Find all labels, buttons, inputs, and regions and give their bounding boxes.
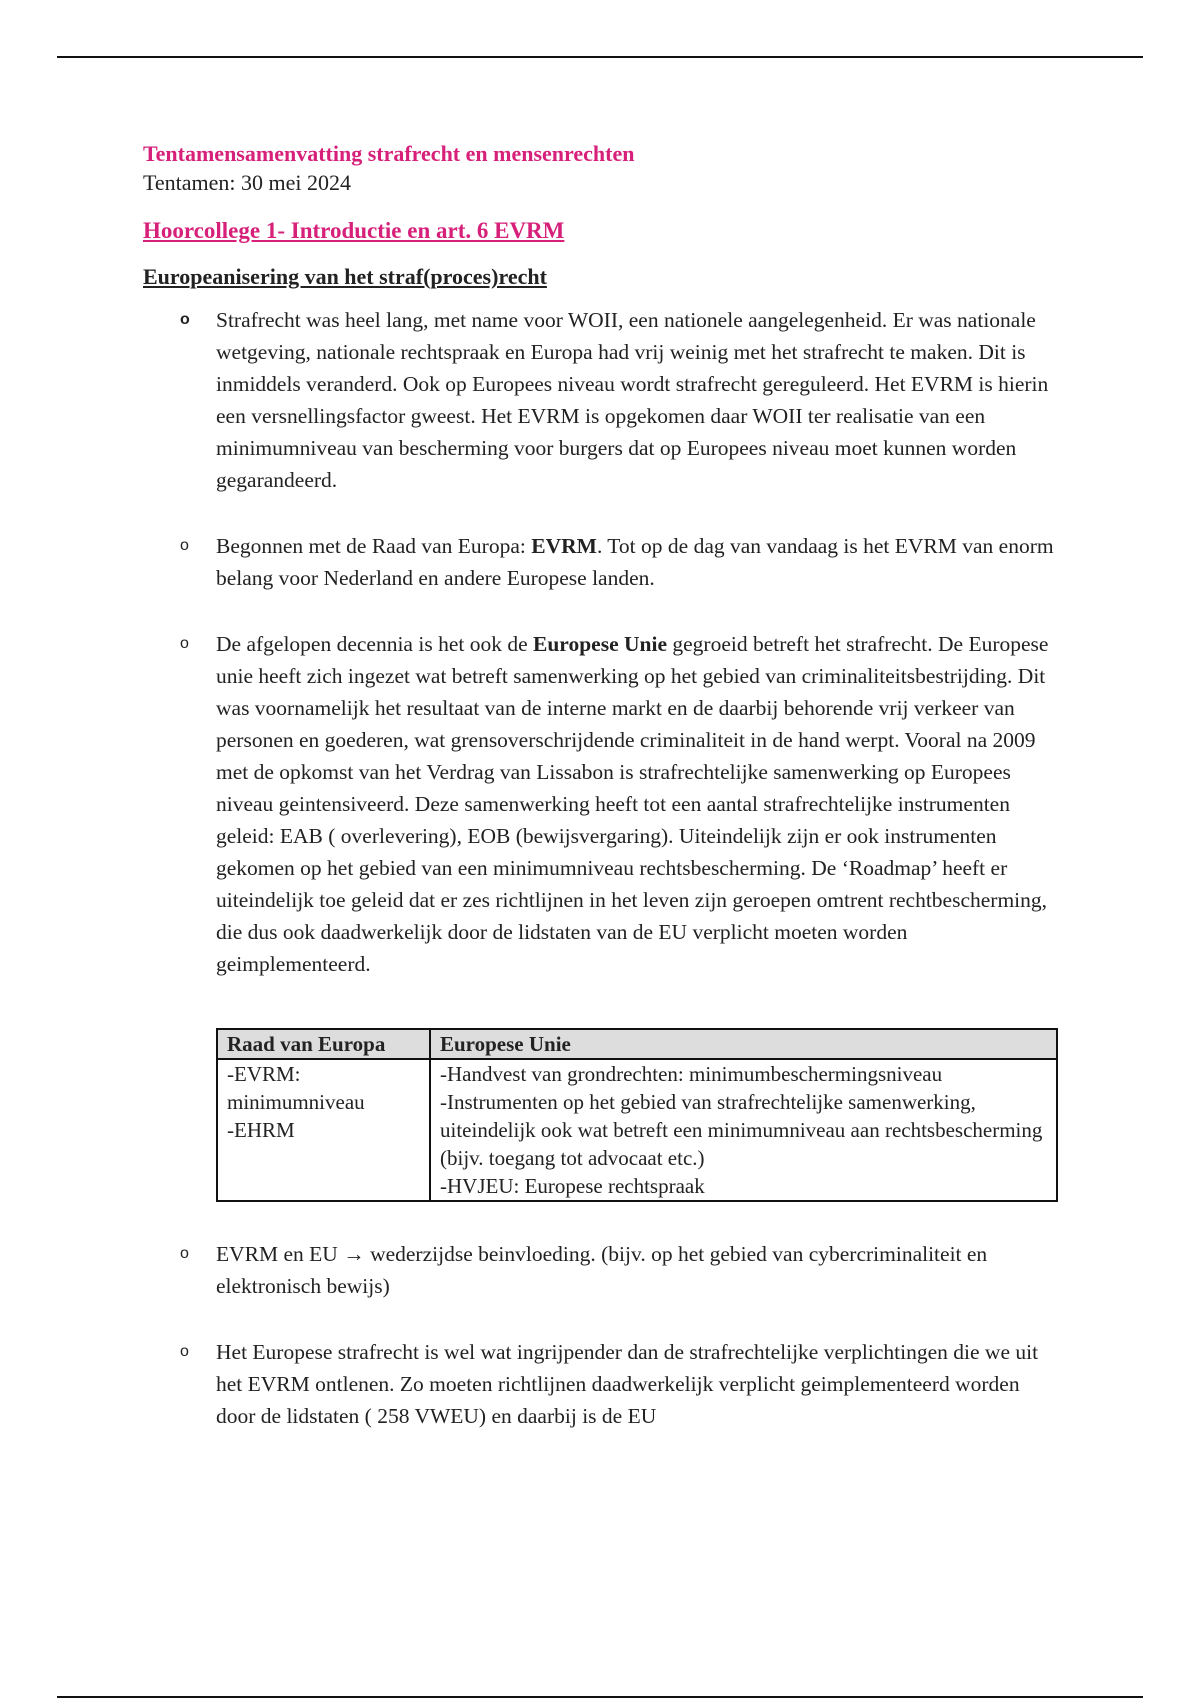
list-item xyxy=(143,304,1063,496)
exam-date: Tentamen: 30 mei 2024 xyxy=(143,170,352,195)
bullet-list xyxy=(143,1238,1063,1432)
item-text: . Tot op de dag van vandaag is het EVRM van enorm belang voor Nederland en andere Europese landen. xyxy=(216,534,1054,590)
list-item xyxy=(143,530,1063,594)
item-text: Het Europese strafrecht is wel wat ingrijpender dan de strafrechtelijke verplichtingen die we uit het EVRM ontlenen. Zo moeten richtlijnen daadwerkelijk verplicht geimplementeerd worden door de lidstaten ( 258 VWEU) en daarbij is de EU xyxy=(216,1340,1039,1428)
list-item xyxy=(143,1238,1063,1302)
item-text: Begonnen met de Raad van Europa: xyxy=(216,534,532,558)
item-bold: EVRM xyxy=(531,534,597,558)
table-header: Europese Unie xyxy=(430,1029,1057,1059)
document-page xyxy=(143,140,1063,1432)
list-item xyxy=(143,1336,1063,1432)
item-bold: Europese Unie xyxy=(533,632,667,656)
cell-line: -EVRM: xyxy=(227,1062,301,1086)
item-text: Strafrecht was heel lang, met name voor WOII, een nationele aangelegenheid. Er was nationale wetgeving, nationale rechtspraak en Europa had vrij weinig met het strafrecht te maken. Dit is inmiddels veranderd. Ook op Europees niveau wordt strafrecht gereguleerd. Het EVRM is hierin een versnellingsfactor gweest. Het EVRM is opgekomen daar WOII ter realisatie van een minimumniveau van bescherming voor burgers dat op Europees niveau moet kunnen worden gegarandeerd. xyxy=(216,308,1049,492)
bullet-icon: o xyxy=(180,1245,189,1262)
bottom-rule xyxy=(57,1696,1143,1698)
section-heading: Europeanisering van het straf(proces)recht xyxy=(143,264,547,289)
bullet-icon: o xyxy=(180,1343,189,1360)
lecture-heading: Hoorcollege 1- Introductie en art. 6 EVRM xyxy=(143,218,565,243)
cell-line: -HVJEU: Europese rechtspraak xyxy=(440,1174,705,1198)
cell-line: -EHRM xyxy=(227,1118,295,1142)
bullet-list xyxy=(143,304,1063,980)
item-text: De afgelopen decennia is het ook de xyxy=(216,632,533,656)
cell-line: -Instrumenten op het gebied van strafrechtelijke samenwerking, uiteindelijk ook wat betreft een minimumniveau aan rechtsbescherming (bijv. toegang tot advocaat etc.) xyxy=(440,1090,1043,1170)
bullet-icon: o xyxy=(180,311,190,328)
cell-line: -Handvest van grondrechten: minimumbeschermingsniveau xyxy=(440,1062,943,1086)
document-title: Tentamensamenvatting strafrecht en mensenrechten xyxy=(143,141,635,166)
bullet-icon: o xyxy=(180,635,189,652)
table-header: Raad van Europa xyxy=(217,1029,430,1059)
comparison-table xyxy=(216,1028,1058,1202)
table-row xyxy=(217,1059,1057,1201)
bullet-icon: o xyxy=(180,537,189,554)
table-cell xyxy=(430,1059,1057,1201)
item-text: EVRM en EU → wederzijdse beinvloeding. (bijv. op het gebied van cybercriminaliteit en elektronisch bewijs) xyxy=(216,1242,988,1298)
cell-line: minimumniveau xyxy=(227,1090,365,1114)
top-rule xyxy=(57,56,1143,58)
item-text: gegroeid betreft het strafrecht. De Europese unie heeft zich ingezet wat betreft samenwerking op het gebied van criminaliteitsbestrijding. Dit was voornamelijk het resultaat van de interne markt en de daarbij behorende vrij verkeer van personen en goederen, wat grensoverschrijdende criminaliteit in de hand werpt. Vooral na 2009 met de opkomst van het Verdrag van Lissabon is strafrechtelijke samenwerking op Europees niveau geintensiveerd. Deze samenwerking heeft tot een aantal strafrechtelijke instrumenten geleid: EAB ( overlevering), EOB (bewijsvergaring). Uiteindelijk zijn er ook instrumenten gekomen op het gebied van een minimumniveau rechtsbescherming. De ‘Roadmap’ heeft er uiteindelijk toe geleid dat er zes richtlijnen in het leven zijn geroepen omtrent rechtbescherming, die dus ook daadwerkelijk door de lidstaten van de EU verplicht moeten worden geimplementeerd. xyxy=(216,632,1049,976)
table-cell xyxy=(217,1059,430,1201)
list-item xyxy=(143,628,1063,980)
